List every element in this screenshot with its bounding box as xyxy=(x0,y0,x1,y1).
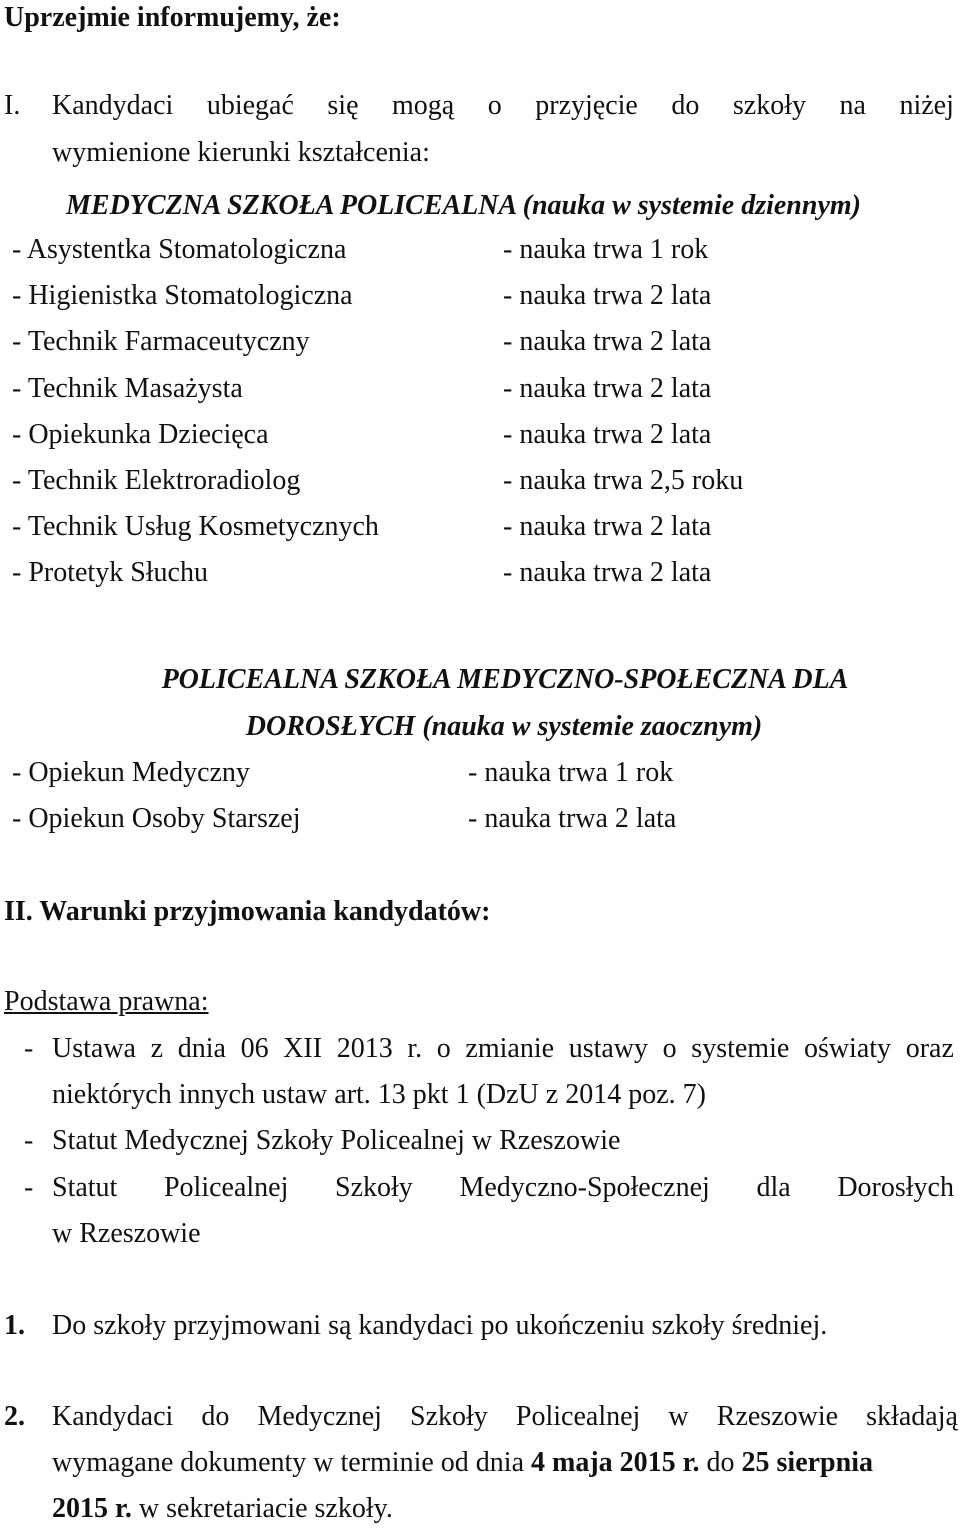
point-2-line2-text: wymagane dokumenty w terminie od dnia xyxy=(52,1447,531,1478)
point-2-number: 2. xyxy=(4,1401,25,1432)
legal-item2: Statut Medycznej Szkoły Policealnej w Rzeszowie xyxy=(52,1125,621,1156)
legal-item3-line1 xyxy=(52,1172,954,1204)
word: Statut xyxy=(52,1172,118,1203)
legal-item3-dash: - xyxy=(24,1172,34,1203)
word: oświaty xyxy=(803,1033,892,1064)
course-duration: - nauka trwa 2 lata xyxy=(468,803,677,834)
end-date-part2: 2015 r. xyxy=(52,1493,132,1524)
start-date: 4 maja 2015 r. xyxy=(531,1447,700,1478)
word: Kandydaci xyxy=(52,90,174,121)
point-1-text: Do szkoły przyjmowani są kandydaci po ukończeniu szkoły średniej. xyxy=(52,1310,828,1341)
point-2-line2-connector: do xyxy=(699,1447,742,1478)
word: do xyxy=(201,1401,230,1432)
word: Kandydaci xyxy=(52,1401,174,1432)
word: Dorosłych xyxy=(837,1172,954,1203)
word: r. xyxy=(407,1033,423,1064)
course-duration: - nauka trwa 2 lata xyxy=(503,418,712,450)
word: dnia xyxy=(177,1033,226,1064)
word: szkoły xyxy=(732,90,806,121)
word: się xyxy=(327,90,359,121)
course-name: - Technik Masażysta xyxy=(12,372,243,404)
course-name: - Technik Farmaceutyczny xyxy=(12,326,310,358)
word: XII xyxy=(283,1033,323,1064)
word: ubiegać xyxy=(206,90,294,121)
course-duration: - nauka trwa 1 rok xyxy=(468,757,674,788)
word: dla xyxy=(756,1172,791,1203)
word: mogą xyxy=(392,90,455,121)
word: z xyxy=(150,1033,164,1064)
school2-heading-line1: POLICEALNA SZKOŁA MEDYCZNO-SPOŁECZNA DLA xyxy=(161,664,849,695)
course-duration: - nauka trwa 2 lata xyxy=(503,280,712,312)
course-name: - Technik Elektroradiolog xyxy=(12,465,301,496)
legal-item2-dash: - xyxy=(24,1125,34,1156)
course-duration: - nauka trwa 2 lata xyxy=(503,326,712,358)
section-2-title: II. Warunki przyjmowania kandydatów: xyxy=(4,896,491,927)
word: systemie xyxy=(691,1033,790,1064)
school2-heading-line2: DOROSŁYCH (nauka w systemie zaocznym) xyxy=(245,711,763,742)
course-duration: - nauka trwa 2 lata xyxy=(503,372,712,404)
school1-heading: MEDYCZNA SZKOŁA POLICEALNA (nauka w systemie dziennym) xyxy=(66,190,861,221)
point-2-line3 xyxy=(52,1493,393,1525)
word: 2013 xyxy=(336,1033,393,1064)
word: Szkoły xyxy=(410,1401,488,1432)
legal-basis-label: Podstawa prawna: xyxy=(4,986,209,1017)
course-duration: - nauka trwa 2 lata xyxy=(503,557,712,589)
word: o xyxy=(487,90,502,121)
point-2-line2 xyxy=(52,1447,873,1479)
course-name: - Asystentka Stomatologiczna xyxy=(12,234,347,265)
word: ustawy xyxy=(568,1033,649,1064)
point-1-number: 1. xyxy=(4,1310,25,1341)
word: składają xyxy=(866,1401,958,1432)
legal-item3-line2: w Rzeszowie xyxy=(52,1218,201,1249)
section-1-number: I. xyxy=(4,90,21,121)
course-name: - Protetyk Słuchu xyxy=(12,557,208,589)
course-name: - Opiekunka Dziecięca xyxy=(12,418,269,450)
course-duration: - nauka trwa 2,5 roku xyxy=(503,465,744,496)
legal-item1-dash: - xyxy=(24,1033,34,1064)
course-duration: - nauka trwa 1 rok xyxy=(503,234,709,265)
course-name: - Technik Usług Kosmetycznych xyxy=(12,511,379,543)
word: niżej xyxy=(899,90,954,121)
word: o xyxy=(436,1033,451,1064)
legal-item1-line1 xyxy=(52,1033,954,1065)
word: 06 xyxy=(240,1033,269,1064)
word: Policealnej xyxy=(163,1172,289,1203)
word: Medyczno-Społecznej xyxy=(459,1172,710,1203)
end-date-part1: 25 sierpnia xyxy=(741,1447,873,1478)
word: na xyxy=(839,90,866,121)
word: w xyxy=(668,1401,689,1432)
word: o xyxy=(662,1033,677,1064)
word: oraz xyxy=(905,1033,954,1064)
word: do xyxy=(671,90,700,121)
word: przyjęcie xyxy=(535,90,638,121)
legal-item1-line2: niektórych innych ustaw art. 13 pkt 1 (DzU z 2014 poz. 7) xyxy=(52,1079,706,1110)
section-1-intro-line2: wymienione kierunki kształcenia: xyxy=(52,137,430,168)
word: Rzeszowie xyxy=(716,1401,839,1432)
section-1-intro-line1 xyxy=(52,90,954,122)
course-name: - Higienistka Stomatologiczna xyxy=(12,280,353,312)
course-name: - Opiekun Osoby Starszej xyxy=(12,803,301,834)
course-duration: - nauka trwa 2 lata xyxy=(503,511,712,543)
course-name: - Opiekun Medyczny xyxy=(12,757,250,788)
point-2-line1 xyxy=(52,1401,958,1433)
word: Medycznej xyxy=(257,1401,382,1432)
word: zmianie xyxy=(465,1033,555,1064)
word: Szkoły xyxy=(335,1172,413,1203)
word: Policealnej xyxy=(515,1401,641,1432)
word: Ustawa xyxy=(52,1033,136,1064)
page-header: Uprzejmie informujemy, że: xyxy=(4,2,341,33)
point-2-line3-text: w sekretariacie szkoły. xyxy=(131,1493,393,1524)
